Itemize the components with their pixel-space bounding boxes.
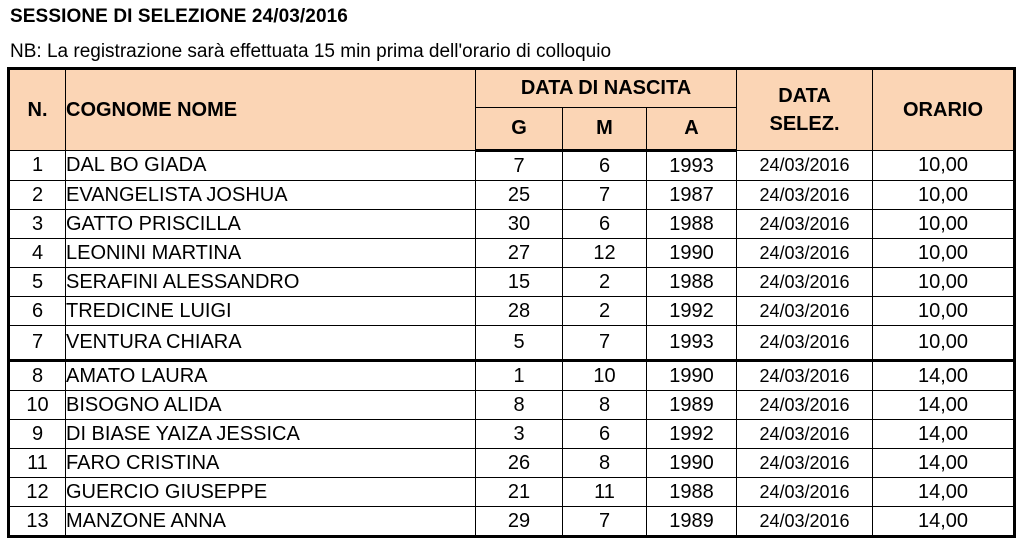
table-row	[9, 239, 1015, 268]
cell-g: 21	[476, 478, 563, 507]
cell-a: 1993	[647, 326, 737, 361]
cell-m: 10	[563, 361, 647, 391]
cell-orario: 10,00	[873, 326, 1015, 361]
cell-n: 11	[9, 449, 66, 478]
cell-g: 8	[476, 391, 563, 420]
cell-name: SERAFINI ALESSANDRO	[66, 268, 476, 297]
cell-data-selez: 24/03/2016	[737, 507, 873, 537]
cell-name: MANZONE ANNA	[66, 507, 476, 537]
cell-n: 4	[9, 239, 66, 268]
cell-data-selez: 24/03/2016	[737, 449, 873, 478]
cell-orario: 14,00	[873, 478, 1015, 507]
cell-a: 1988	[647, 268, 737, 297]
table-row	[9, 210, 1015, 239]
cell-a: 1990	[647, 239, 737, 268]
cell-m: 8	[563, 391, 647, 420]
cell-g: 25	[476, 181, 563, 210]
cell-m: 2	[563, 268, 647, 297]
cell-data-selez: 24/03/2016	[737, 391, 873, 420]
cell-m: 2	[563, 297, 647, 326]
cell-orario: 10,00	[873, 297, 1015, 326]
cell-m: 7	[563, 326, 647, 361]
cell-name: EVANGELISTA JOSHUA	[66, 181, 476, 210]
table-row	[9, 478, 1015, 507]
cell-name: DAL BO GIADA	[66, 151, 476, 181]
cell-orario: 14,00	[873, 420, 1015, 449]
cell-a: 1987	[647, 181, 737, 210]
table-row	[9, 181, 1015, 210]
table-row	[9, 361, 1015, 391]
cell-a: 1989	[647, 507, 737, 537]
cell-name: LEONINI MARTINA	[66, 239, 476, 268]
header-n: N.	[9, 69, 66, 151]
cell-m: 12	[563, 239, 647, 268]
cell-g: 5	[476, 326, 563, 361]
header-data-selez	[737, 69, 873, 151]
cell-n: 9	[9, 420, 66, 449]
cell-m: 7	[563, 507, 647, 537]
cell-orario: 14,00	[873, 361, 1015, 391]
cell-n: 10	[9, 391, 66, 420]
cell-a: 1988	[647, 210, 737, 239]
cell-g: 30	[476, 210, 563, 239]
cell-m: 8	[563, 449, 647, 478]
cell-name: VENTURA CHIARA	[66, 326, 476, 361]
table-row	[9, 297, 1015, 326]
cell-data-selez: 24/03/2016	[737, 420, 873, 449]
cell-a: 1990	[647, 361, 737, 391]
table-body	[9, 151, 1015, 537]
cell-g: 7	[476, 151, 563, 181]
cell-n: 2	[9, 181, 66, 210]
cell-data-selez: 24/03/2016	[737, 239, 873, 268]
cell-n: 13	[9, 507, 66, 537]
table-row	[9, 507, 1015, 537]
cell-g: 27	[476, 239, 563, 268]
cell-data-selez: 24/03/2016	[737, 361, 873, 391]
cell-n: 5	[9, 268, 66, 297]
header-data-di-nascita: DATA DI NASCITA	[476, 69, 737, 108]
cell-data-selez: 24/03/2016	[737, 268, 873, 297]
cell-data-selez: 24/03/2016	[737, 478, 873, 507]
cell-name: DI BIASE YAIZA JESSICA	[66, 420, 476, 449]
cell-name: GATTO PRISCILLA	[66, 210, 476, 239]
cell-name: TREDICINE LUIGI	[66, 297, 476, 326]
candidates-table	[7, 67, 1016, 538]
cell-orario: 14,00	[873, 507, 1015, 537]
cell-m: 7	[563, 181, 647, 210]
cell-orario: 10,00	[873, 268, 1015, 297]
cell-m: 6	[563, 210, 647, 239]
cell-a: 1993	[647, 151, 737, 181]
cell-g: 29	[476, 507, 563, 537]
cell-m: 6	[563, 420, 647, 449]
header-orario: ORARIO	[873, 69, 1015, 151]
table-row	[9, 326, 1015, 361]
cell-data-selez: 24/03/2016	[737, 181, 873, 210]
table-row	[9, 268, 1015, 297]
cell-orario: 14,00	[873, 449, 1015, 478]
cell-g: 3	[476, 420, 563, 449]
cell-name: GUERCIO GIUSEPPE	[66, 478, 476, 507]
cell-data-selez: 24/03/2016	[737, 297, 873, 326]
cell-orario: 10,00	[873, 239, 1015, 268]
cell-g: 28	[476, 297, 563, 326]
cell-name: BISOGNO ALIDA	[66, 391, 476, 420]
cell-g: 1	[476, 361, 563, 391]
cell-g: 15	[476, 268, 563, 297]
header-m: M	[563, 108, 647, 151]
header-a: A	[647, 108, 737, 151]
page-title: SESSIONE DI SELEZIONE 24/03/2016	[10, 6, 348, 27]
cell-n: 6	[9, 297, 66, 326]
cell-n: 7	[9, 326, 66, 361]
table-row	[9, 449, 1015, 478]
cell-name: AMATO LAURA	[66, 361, 476, 391]
cell-data-selez: 24/03/2016	[737, 326, 873, 361]
cell-a: 1990	[647, 449, 737, 478]
cell-n: 1	[9, 151, 66, 181]
cell-m: 6	[563, 151, 647, 181]
cell-data-selez: 24/03/2016	[737, 210, 873, 239]
cell-orario: 10,00	[873, 181, 1015, 210]
cell-data-selez: 24/03/2016	[737, 151, 873, 181]
cell-a: 1989	[647, 391, 737, 420]
cell-n: 12	[9, 478, 66, 507]
cell-g: 26	[476, 449, 563, 478]
cell-orario: 14,00	[873, 391, 1015, 420]
cell-orario: 10,00	[873, 151, 1015, 181]
table-row	[9, 420, 1015, 449]
cell-a: 1992	[647, 420, 737, 449]
header-cognome-nome: COGNOME NOME	[66, 69, 476, 151]
header-g: G	[476, 108, 563, 151]
cell-name: FARO CRISTINA	[66, 449, 476, 478]
cell-orario: 10,00	[873, 210, 1015, 239]
cell-m: 11	[563, 478, 647, 507]
cell-n: 3	[9, 210, 66, 239]
table-row	[9, 391, 1015, 420]
registration-note: NB: La registrazione sarà effettuata 15 min prima dell'orario di colloquio	[10, 41, 612, 62]
header-data-selez-line2: SELEZ.	[769, 113, 840, 135]
table-row	[9, 151, 1015, 181]
cell-n: 8	[9, 361, 66, 391]
header-data-selez-line1: DATA	[778, 85, 831, 107]
cell-a: 1992	[647, 297, 737, 326]
cell-a: 1988	[647, 478, 737, 507]
